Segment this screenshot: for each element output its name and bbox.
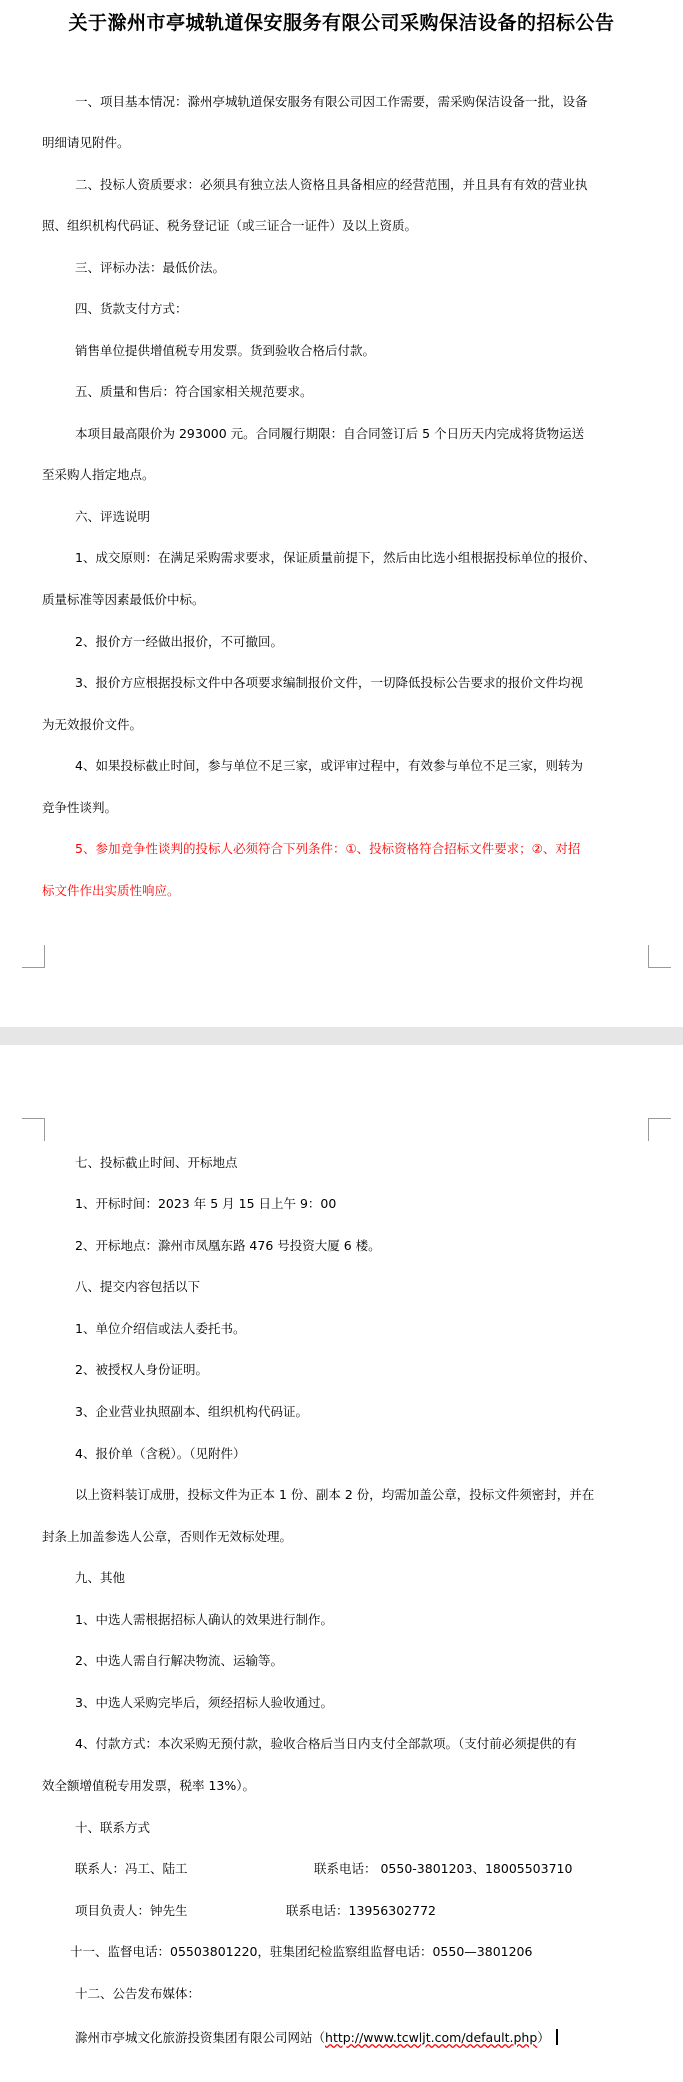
supervision-phone: 十一、监督电话：05503801220，驻集团纪检监察组监督电话：0550—3801206 <box>70 1944 533 1959</box>
paragraph-line: 六、评选说明 <box>75 509 151 524</box>
paragraph-line: 照、组织机构代码证、税务登记证（或三证合一证件）及以上资质。 <box>42 218 418 233</box>
paragraph-line: 九、其他 <box>75 1570 126 1585</box>
notice-title: 关于滁州市亭城轨道保安服务有限公司采购保洁设备的招标公告 <box>68 12 615 34</box>
website-link[interactable]: http://www.tcwljt.com/default.php <box>325 2030 538 2045</box>
paragraph-line: 十、联系方式 <box>75 1820 151 1835</box>
paragraph-line: 3、中选人采购完毕后，须经招标人验收通过。 <box>75 1695 333 1710</box>
paragraph-line: 1、开标时间：2023 年 5 月 15 日上午 9：00 <box>75 1196 337 1211</box>
media-line <box>75 2029 558 2045</box>
paragraph-line: 三、评标办法：最低价法。 <box>75 260 226 275</box>
paragraph-line: 4、报价单（含税）。（见附件） <box>75 1446 246 1461</box>
paragraph-line: 2、被授权人身份证明。 <box>75 1362 208 1377</box>
paragraph-line: 本项目最高限价为 293000 元。合同履行期限：自合同签订后 5 个日历天内完成将货物运送 <box>75 426 585 441</box>
paragraph-line: 4、付款方式：本次采购无预付款，验收合格后当日内支付全部款项。（支付前必须提供的有 <box>75 1736 577 1751</box>
media-prefix: 滁州市亭城文化旅游投资集团有限公司网站（ <box>75 2030 326 2045</box>
paragraph-line: 明细请见附件。 <box>42 135 130 150</box>
paragraph-line: 3、企业营业执照副本、组织机构代码证。 <box>75 1404 308 1419</box>
contact-person: 联系人：冯工、陆工 <box>75 1861 188 1876</box>
paragraph-line: 3、报价方应根据投标文件中各项要求编制报价文件，一切降低投标公告要求的报价文件均视 <box>75 675 583 690</box>
paragraph-line: 八、提交内容包括以下 <box>75 1279 201 1294</box>
paragraph-line: 2、开标地点：滁州市凤凰东路 476 号投资大厦 6 楼。 <box>75 1238 381 1253</box>
page-separator <box>0 1027 683 1045</box>
paragraph-line: 一、项目基本情况：滁州亭城轨道保安服务有限公司因工作需要，需采购保洁设备一批，设备 <box>75 94 588 109</box>
paragraph-line: 二、投标人资质要求：必须具有独立法人资格且具备相应的经营范围，并且具有有效的营业执 <box>75 177 588 192</box>
page-corner-mark <box>648 945 671 968</box>
paragraph-line: 销售单位提供增值税专用发票。货到验收合格后付款。 <box>75 343 376 358</box>
paragraph-line: 1、成交原则：在满足采购需求要求，保证质量前提下，然后由比选小组根据投标单位的报价、 <box>75 550 596 565</box>
paragraph-line: 质量标准等因素最低价中标。 <box>42 592 205 607</box>
paragraph-line: 封条上加盖参选人公章，否则作无效标处理。 <box>42 1529 293 1544</box>
paragraph-line: 2、中选人需自行解决物流、运输等。 <box>75 1653 283 1668</box>
paragraph-line: 4、如果投标截止时间，参与单位不足三家，或评审过程中，有效参与单位不足三家，则转为 <box>75 758 583 773</box>
paragraph-line: 至采购人指定地点。 <box>42 467 155 482</box>
media-suffix: ） <box>537 2030 550 2045</box>
project-manager-phone: 联系电话：13956302772 <box>286 1903 436 1918</box>
text-cursor <box>556 2029 558 2045</box>
paragraph-line-red: 标文件作出实质性响应。 <box>42 883 180 898</box>
paragraph-line: 效全额增值税专用发票，税率 13%）。 <box>42 1778 256 1793</box>
project-manager: 项目负责人：钟先生 <box>75 1903 188 1918</box>
paragraph-line: 四、货款支付方式： <box>75 301 188 316</box>
page-corner-mark <box>22 945 45 968</box>
paragraph-line: 七、投标截止时间、开标地点 <box>75 1155 238 1170</box>
paragraph-line: 竞争性谈判。 <box>42 800 118 815</box>
page-corner-mark <box>648 1118 671 1141</box>
paragraph-line: 1、中选人需根据招标人确认的效果进行制作。 <box>75 1612 333 1627</box>
paragraph-line-red: 5、参加竞争性谈判的投标人必须符合下列条件：①、投标资格符合招标文件要求；②、对招 <box>75 841 581 856</box>
paragraph-line: 1、单位介绍信或法人委托书。 <box>75 1321 246 1336</box>
paragraph-line: 以上资料装订成册，投标文件为正本 1 份、副本 2 份，均需加盖公章，投标文件须密封，并在 <box>75 1487 595 1502</box>
page-corner-mark <box>22 1118 45 1141</box>
paragraph-line: 五、质量和售后：符合国家相关规范要求。 <box>75 384 313 399</box>
paragraph-line: 2、报价方一经做出报价，不可撤回。 <box>75 634 283 649</box>
paragraph-line: 为无效报价文件。 <box>42 717 143 732</box>
media-heading: 十二、公告发布媒体： <box>75 1986 201 2001</box>
contact-phone: 联系电话： 0550-3801203、18005503710 <box>314 1861 573 1876</box>
